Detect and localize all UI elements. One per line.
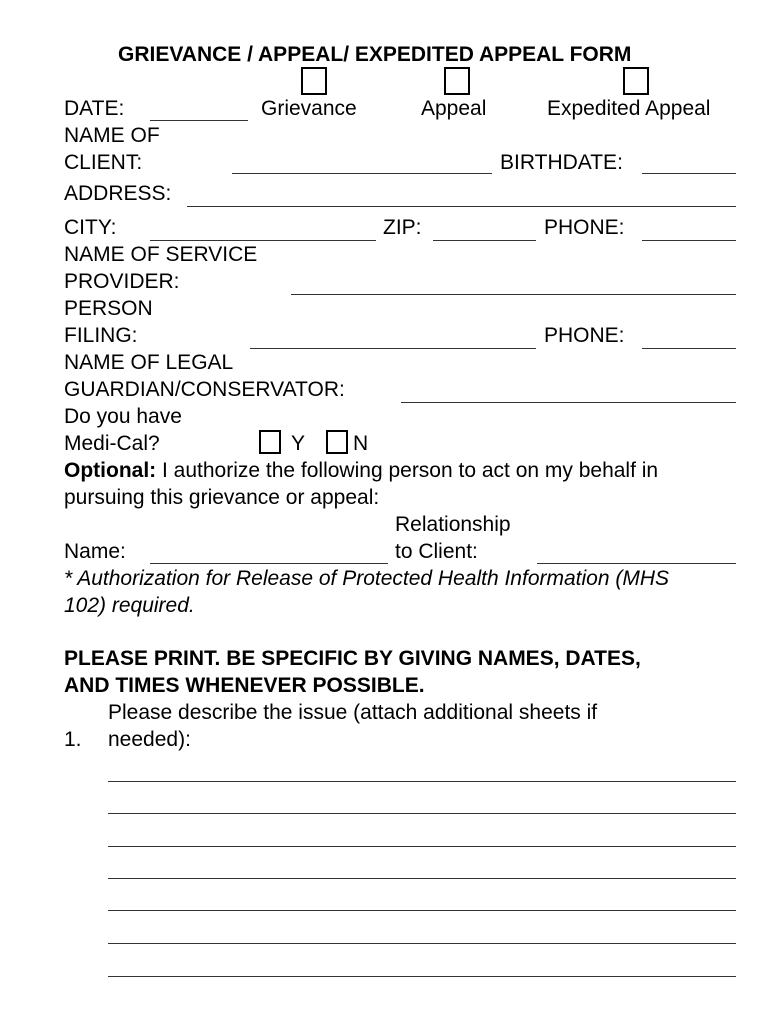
question-1-number: 1. (64, 728, 82, 751)
name-of-service-label: NAME OF SERVICE (64, 243, 258, 266)
medi-cal-yes-label: Y (291, 432, 306, 455)
date-field[interactable] (150, 120, 248, 121)
name-of-legal-label: NAME OF LEGAL (64, 351, 234, 374)
phone-label: PHONE: (544, 216, 625, 239)
guardian-field[interactable] (401, 402, 736, 403)
provider-label: PROVIDER: (64, 270, 180, 293)
zip-label: ZIP: (383, 216, 422, 239)
expedited-appeal-label: Expedited Appeal (547, 97, 711, 120)
person-filing-field[interactable] (250, 348, 536, 349)
grievance-label: Grievance (261, 97, 357, 120)
medi-cal-no-label: N (353, 432, 369, 455)
optional-label: Optional: (64, 459, 157, 482)
date-label: DATE: (64, 97, 125, 120)
form-title: GRIEVANCE / APPEAL/ EXPEDITED APPEAL FORM (118, 43, 632, 66)
grievance-checkbox[interactable] (301, 67, 327, 95)
birthdate-label: BIRTHDATE: (500, 151, 623, 174)
filing-phone-field[interactable] (642, 348, 736, 349)
guardian-label: GUARDIAN/CONSERVATOR: (64, 378, 345, 401)
address-field[interactable] (187, 206, 736, 207)
optional-text-2: pursuing this grievance or appeal: (64, 486, 380, 509)
answer-line[interactable] (108, 781, 736, 782)
medi-cal-yes-checkbox[interactable] (259, 430, 281, 454)
medi-cal-no-checkbox[interactable] (326, 430, 348, 454)
person-label: PERSON (64, 297, 153, 320)
authorization-note: * Authorization for Release of Protected Health Information (MHS (64, 567, 670, 590)
city-field[interactable] (150, 240, 376, 241)
relationship-field[interactable] (537, 563, 736, 564)
to-client-label: to Client: (395, 540, 478, 563)
relationship-label: Relationship (395, 513, 511, 536)
answer-line[interactable] (108, 943, 736, 944)
authorized-name-field[interactable] (150, 563, 388, 564)
do-you-have-label: Do you have (64, 405, 182, 428)
question-1-text: Please describe the issue (attach additional sheets if (108, 701, 598, 724)
client-label: CLIENT: (64, 151, 143, 174)
optional-statement (64, 459, 658, 483)
name-of-label: NAME OF (64, 124, 160, 147)
answer-line[interactable] (108, 878, 736, 879)
filing-label: FILING: (64, 324, 138, 347)
answer-line[interactable] (108, 813, 736, 814)
appeal-label: Appeal (421, 97, 487, 120)
address-label: ADDRESS: (64, 182, 172, 205)
question-1-text-2: needed): (108, 728, 191, 751)
answer-line[interactable] (108, 846, 736, 847)
client-name-field[interactable] (232, 173, 492, 174)
instructions-line-2: AND TIMES WHENEVER POSSIBLE. (64, 674, 425, 697)
city-label: CITY: (64, 216, 117, 239)
zip-field[interactable] (433, 240, 536, 241)
appeal-checkbox[interactable] (444, 67, 470, 95)
instructions-line-1: PLEASE PRINT. BE SPECIFIC BY GIVING NAMES, DATES, (64, 647, 641, 670)
expedited-appeal-checkbox[interactable] (623, 67, 649, 95)
filing-phone-label: PHONE: (544, 324, 625, 347)
medi-cal-label: Medi-Cal? (64, 432, 160, 455)
answer-line[interactable] (108, 910, 736, 911)
phone-field[interactable] (642, 240, 736, 241)
provider-field[interactable] (291, 294, 736, 295)
answer-line[interactable] (108, 976, 736, 977)
birthdate-field[interactable] (642, 173, 736, 174)
optional-text: I authorize the following person to act on my behalf in (156, 459, 659, 482)
authorized-name-label: Name: (64, 540, 126, 563)
authorization-note-2: 102) required. (64, 594, 195, 617)
